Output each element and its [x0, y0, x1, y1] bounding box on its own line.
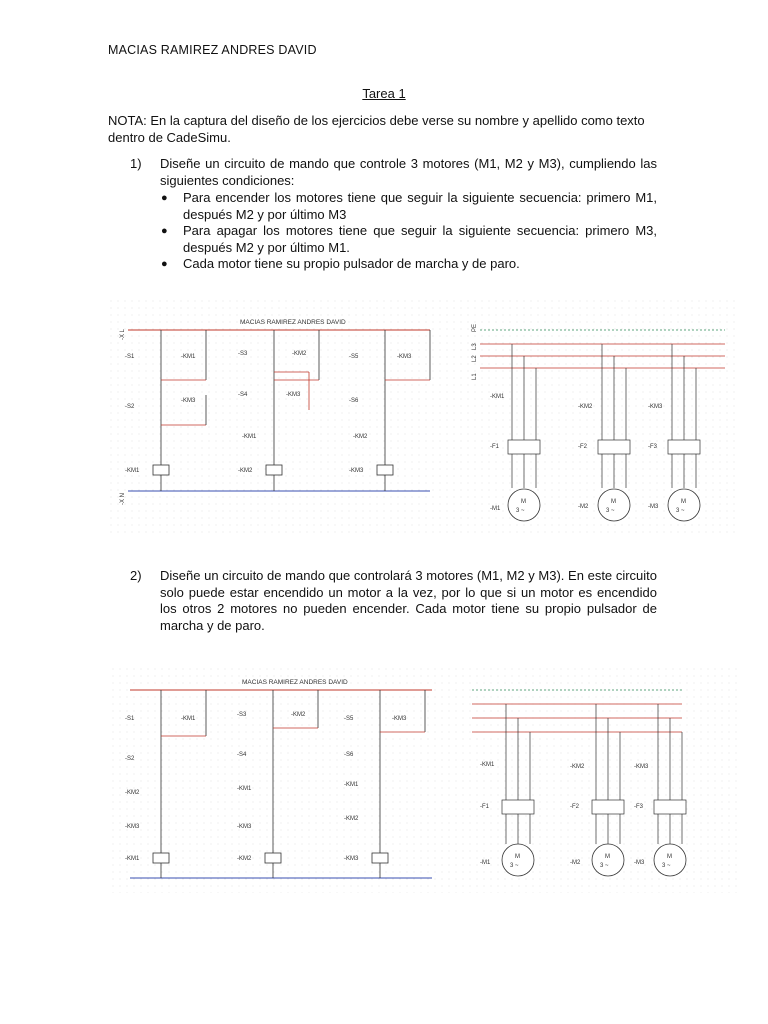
- stop-label: -S4: [237, 752, 247, 758]
- motor-phase: 3 ~: [510, 863, 519, 869]
- exercise2-number: 2): [130, 568, 142, 583]
- lock-a-label: -KM1: [344, 782, 359, 788]
- power-terminal-label: L3: [472, 343, 478, 350]
- diagram1-caption: MACIAS RAMIREZ ANDRES DAVID: [240, 319, 346, 326]
- motor-phase: 3 ~: [516, 508, 525, 514]
- motor-phase: 3 ~: [662, 863, 671, 869]
- task-title: Tarea 1: [362, 86, 406, 101]
- seal-label: -KM2: [291, 712, 306, 718]
- start-label: -S5: [349, 354, 359, 360]
- supply-label-bottom: -X N: [120, 493, 126, 505]
- lock-a-label: -KM2: [125, 790, 140, 796]
- contactor-label: -KM2: [570, 764, 585, 770]
- coil-label: -KM2: [237, 856, 252, 862]
- author-name: MACIAS RAMIREZ ANDRES DAVID: [108, 43, 317, 57]
- motor-label: -M3: [634, 860, 645, 866]
- start-label: -S3: [237, 712, 247, 718]
- contactor-label: -KM1: [480, 762, 495, 768]
- seal-label: -KM1: [181, 716, 196, 722]
- motor-label: -M1: [490, 506, 501, 512]
- power-terminal-label: L1: [472, 373, 478, 380]
- power-terminal-label: PE: [472, 323, 478, 332]
- circuit-diagram-1: [110, 300, 738, 535]
- stop-label: -S6: [349, 398, 359, 404]
- relay-label: -F3: [648, 444, 657, 450]
- motor-label: -M1: [480, 860, 491, 866]
- exercise1-text: Diseñe un circuito de mando que controle 3 motores (M1, M2 y M3), cumpliendo las siguientes condiciones:: [160, 156, 657, 188]
- seal-label: -KM2: [292, 351, 307, 357]
- stop-label: -S2: [125, 756, 135, 762]
- motor-phase: 3 ~: [600, 863, 609, 869]
- bullet-dot: ●: [161, 225, 168, 237]
- series-label: -KM2: [353, 434, 368, 440]
- motor-symbol: M: [611, 499, 616, 505]
- start-label: -S1: [125, 716, 135, 722]
- exercise1-bullets: [160, 190, 657, 273]
- motor-label: -M2: [578, 504, 589, 510]
- coil-symbol: [265, 853, 281, 863]
- lock-b-label: -KM3: [237, 824, 252, 830]
- interlock-label: -KM3: [286, 392, 301, 398]
- motor-symbol: M: [667, 854, 672, 860]
- relay-label: -F3: [634, 804, 643, 810]
- diagram2-caption: MACIAS RAMIREZ ANDRES DAVID: [242, 679, 348, 686]
- contactor-label: -KM3: [648, 404, 663, 410]
- start-label: -S3: [238, 351, 248, 357]
- coil-symbol: [266, 465, 282, 475]
- contactor-label: -KM2: [578, 404, 593, 410]
- bullet-dot: ●: [161, 258, 168, 270]
- seal-label: -KM3: [392, 716, 407, 722]
- motor-phase: 3 ~: [606, 508, 615, 514]
- seal-label: -KM3: [397, 354, 412, 360]
- coil-label: -KM2: [238, 468, 253, 474]
- coil-symbol: [372, 853, 388, 863]
- interlock-label: -KM3: [181, 398, 196, 404]
- motor-phase: 3 ~: [676, 508, 685, 514]
- coil-symbol: [153, 853, 169, 863]
- motor-symbol: M: [681, 499, 686, 505]
- relay-label: -F2: [578, 444, 587, 450]
- coil-symbol: [377, 465, 393, 475]
- relay-label: -F2: [570, 804, 579, 810]
- lock-b-label: -KM3: [125, 824, 140, 830]
- bullet-item: ● Cada motor tiene su propio pulsador de marcha y de paro.: [161, 256, 520, 271]
- bullet-dot: ●: [161, 192, 168, 204]
- motor-symbol: M: [605, 854, 610, 860]
- series-label: -KM1: [242, 434, 257, 440]
- coil-label: -KM1: [125, 468, 140, 474]
- stop-label: -S6: [344, 752, 354, 758]
- stop-label: -S4: [238, 392, 248, 398]
- exercise2-text: Diseñe un circuito de mando que controlará 3 motores (M1, M2 y M3). En este circuito solo puede estar encendido un motor a la vez, por lo que si un motor es encendido los otros 2 motores no pueden encender. Cada motor tiene su propio pulsador de marcha y de paro.: [160, 568, 657, 633]
- seal-label: -KM1: [181, 354, 196, 360]
- power-terminal-label: L2: [472, 355, 478, 362]
- relay-label: -F1: [480, 804, 489, 810]
- lock-a-label: -KM1: [237, 786, 252, 792]
- bullet-item: ● Para encender los motores tiene que seguir la siguiente secuencia: primero M1, después M2 y por último M3: [161, 190, 657, 222]
- motor-symbol: M: [521, 499, 526, 505]
- contactor-label: -KM1: [490, 394, 505, 400]
- contactor-label: -KM3: [634, 764, 649, 770]
- coil-label: -KM3: [344, 856, 359, 862]
- start-label: -S5: [344, 716, 354, 722]
- motor-symbol: M: [515, 854, 520, 860]
- exercise1-number: 1): [130, 156, 142, 171]
- supply-label-top: -X L: [120, 328, 126, 340]
- stop-label: -S2: [125, 404, 135, 410]
- note-paragraph: NOTA: En la captura del diseño de los ejercicios debe verse su nombre y apellido como texto dentro de CadeSimu.: [108, 113, 645, 145]
- relay-label: -F1: [490, 444, 499, 450]
- start-label: -S1: [125, 354, 135, 360]
- bullet-item: ● Para apagar los motores tiene que seguir la siguiente secuencia: primero M3, después M2 y por último M1.: [161, 223, 657, 255]
- circuit-diagram-2: [112, 668, 740, 893]
- coil-label: -KM1: [125, 856, 140, 862]
- coil-label: -KM3: [349, 468, 364, 474]
- lock-b-label: -KM2: [344, 816, 359, 822]
- motor-label: -M3: [648, 504, 659, 510]
- motor-label: -M2: [570, 860, 581, 866]
- coil-symbol: [153, 465, 169, 475]
